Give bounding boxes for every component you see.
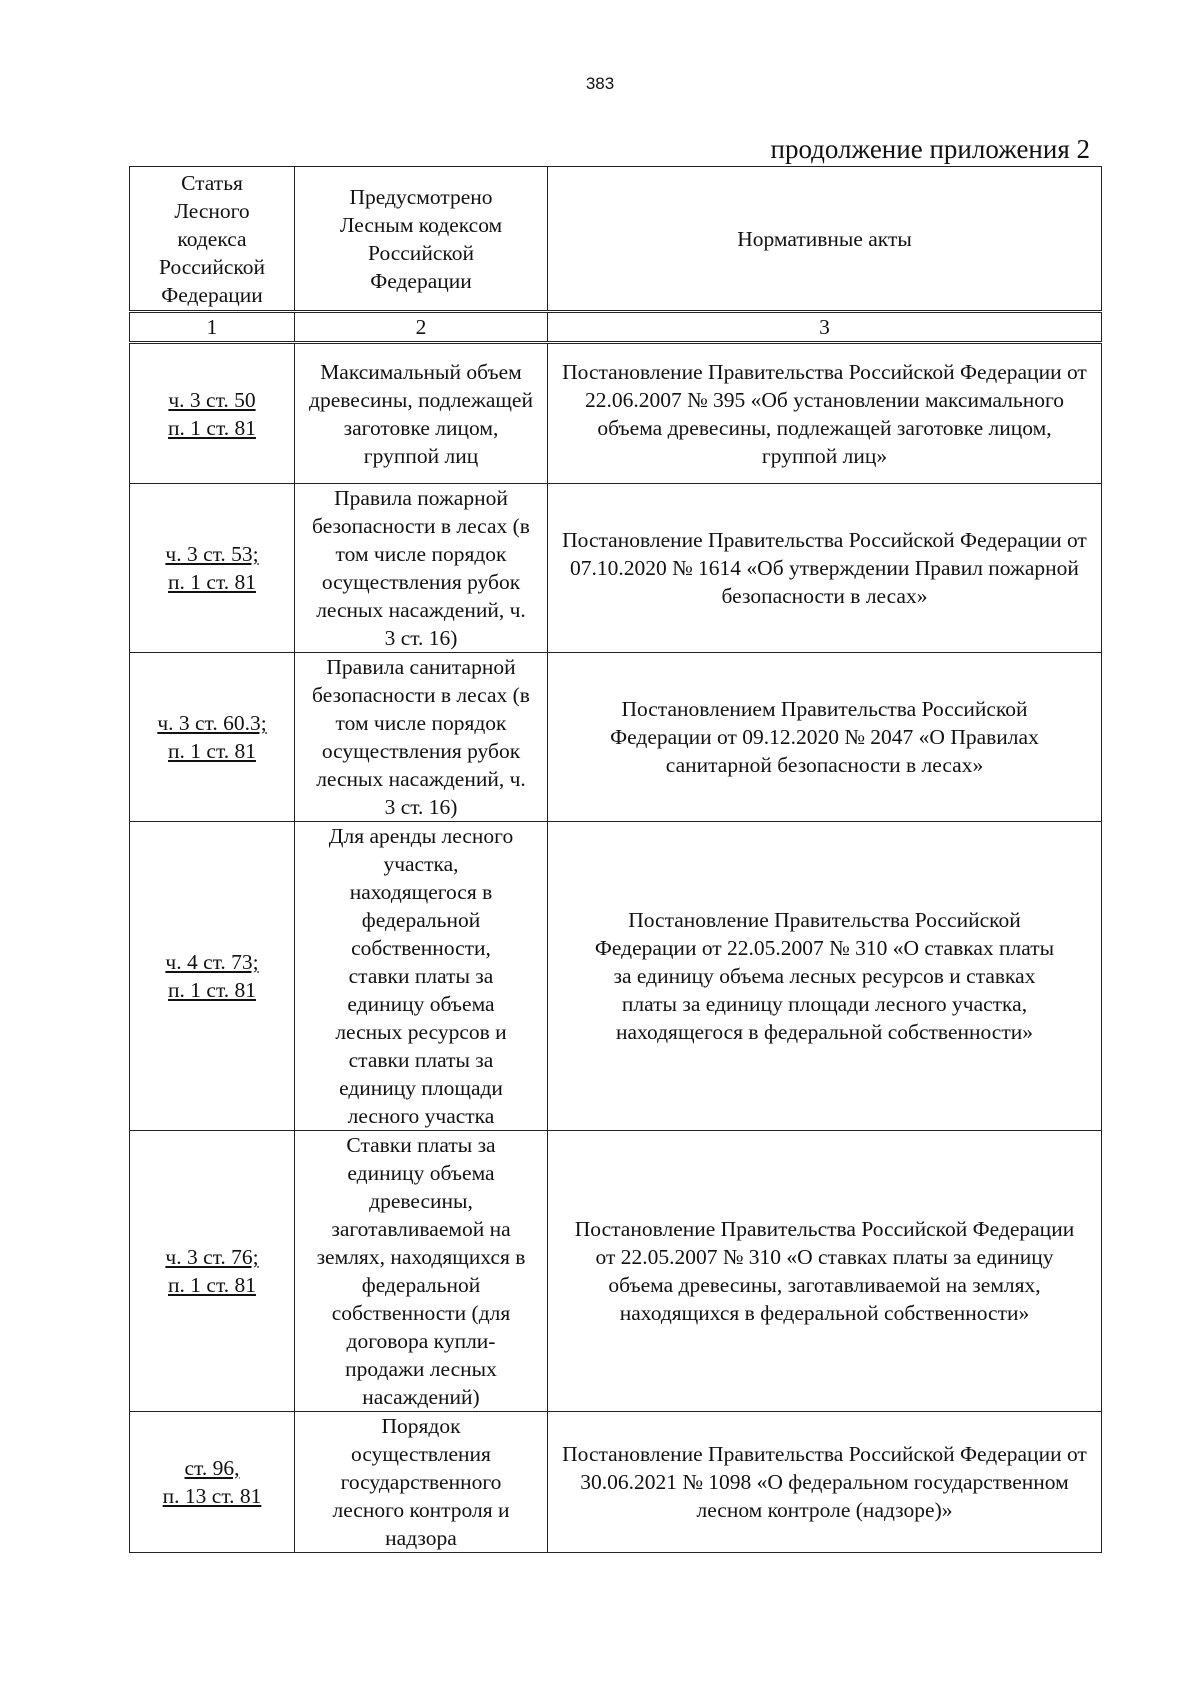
- article-reference[interactable]: [130, 343, 295, 484]
- table-row: [130, 822, 1102, 1131]
- article-ref-line[interactable]: ч. 4 ст. 73;: [165, 950, 259, 974]
- article-ref-line[interactable]: ч. 3 ст. 76;: [165, 1245, 259, 1269]
- article-ref-line[interactable]: п. 1 ст. 81: [168, 415, 256, 440]
- article-ref-line[interactable]: п. 1 ст. 81: [168, 978, 256, 1002]
- article-ref-line[interactable]: п. 1 ст. 81: [168, 1273, 256, 1297]
- act-cell: Постановление Правительства Российской Федерации от 22.05.2007 № 310 «О ставках платы за единицу объема древесины, заготавливаемой на землях, находящихся в федеральной собственности»: [548, 1131, 1102, 1412]
- table-row: [130, 653, 1102, 822]
- act-cell: Постановление Правительства Российской Федерации от 22.05.2007 № 310 «О ставках платы за единицу объема лесных ресурсов и ставках платы за единицу площади лесного участка, находящегося в федеральной собственности»: [548, 822, 1102, 1131]
- article-reference[interactable]: [130, 1412, 295, 1553]
- header-acts: Нормативные акты: [548, 167, 1102, 312]
- column-number-row: [130, 312, 1102, 343]
- table-row: [130, 1131, 1102, 1412]
- continuation-label: продолжение приложения 2: [770, 134, 1090, 164]
- header-provided: Предусмотрено Лесным кодексом Российской Федерации: [295, 167, 548, 312]
- provided-cell: Ставки платы за единицу объема древесины, заготавливаемой на землях, находящихся в федеральной собственности (для договора купли-продажи лесных насаждений): [295, 1131, 548, 1412]
- provided-cell: Максимальный объем древесины, подлежащей заготовке лицом, группой лиц: [295, 343, 548, 484]
- page-number: 383: [585, 74, 615, 93]
- table-row: [130, 1412, 1102, 1553]
- article-reference[interactable]: [130, 1131, 295, 1412]
- act-cell: Постановление Правительства Российской Федерации от 30.06.2021 № 1098 «О федеральном государственном лесном контроле (надзоре)»: [548, 1412, 1102, 1553]
- article-ref-line[interactable]: п. 1 ст. 81: [168, 570, 256, 594]
- table-row: [130, 343, 1102, 484]
- article-reference[interactable]: [130, 822, 295, 1131]
- act-cell: Постановление Правительства Российской Федерации от 07.10.2020 № 1614 «Об утверждении Правил пожарной безопасности в лесах»: [548, 484, 1102, 653]
- column-number: 2: [295, 312, 548, 343]
- table-header-row: [130, 167, 1102, 312]
- article-reference[interactable]: [130, 653, 295, 822]
- article-ref-line[interactable]: ч. 3 ст. 60.3;: [157, 711, 267, 735]
- table-row: [130, 484, 1102, 653]
- provided-cell: Правила санитарной безопасности в лесах (в том числе порядок осуществления рубок лесных насаждений, ч. 3 ст. 16): [295, 653, 548, 822]
- article-ref-line[interactable]: ч. 3 ст. 50: [168, 387, 256, 412]
- article-ref-line[interactable]: ч. 3 ст. 53;: [165, 542, 259, 566]
- provided-cell: Порядок осуществления государственного лесного контроля и надзора: [295, 1412, 548, 1553]
- provided-cell: Для аренды лесного участка, находящегося в федеральной собственности, ставки платы за единицу объема лесных ресурсов и ставки платы за единицу площади лесного участка: [295, 822, 548, 1131]
- article-reference[interactable]: [130, 484, 295, 653]
- provided-cell: Правила пожарной безопасности в лесах (в том числе порядок осуществления рубок лесных насаждений, ч. 3 ст. 16): [295, 484, 548, 653]
- article-ref-line[interactable]: п. 1 ст. 81: [168, 739, 256, 763]
- header-article: Статья Лесного кодекса Российской Федерации: [130, 167, 295, 312]
- regulations-table: [129, 166, 1102, 1553]
- act-cell: Постановлением Правительства Российской Федерации от 09.12.2020 № 2047 «О Правилах санитарной безопасности в лесах»: [548, 653, 1102, 822]
- article-ref-line[interactable]: п. 13 ст. 81: [162, 1484, 262, 1508]
- act-cell: Постановление Правительства Российской Федерации от 22.06.2007 № 395 «Об установлении максимального объема древесины, подлежащей заготовке лицом, группой лиц»: [548, 343, 1102, 484]
- column-number: 1: [130, 312, 295, 343]
- article-ref-line[interactable]: ст. 96,: [184, 1456, 240, 1480]
- column-number: 3: [548, 312, 1102, 343]
